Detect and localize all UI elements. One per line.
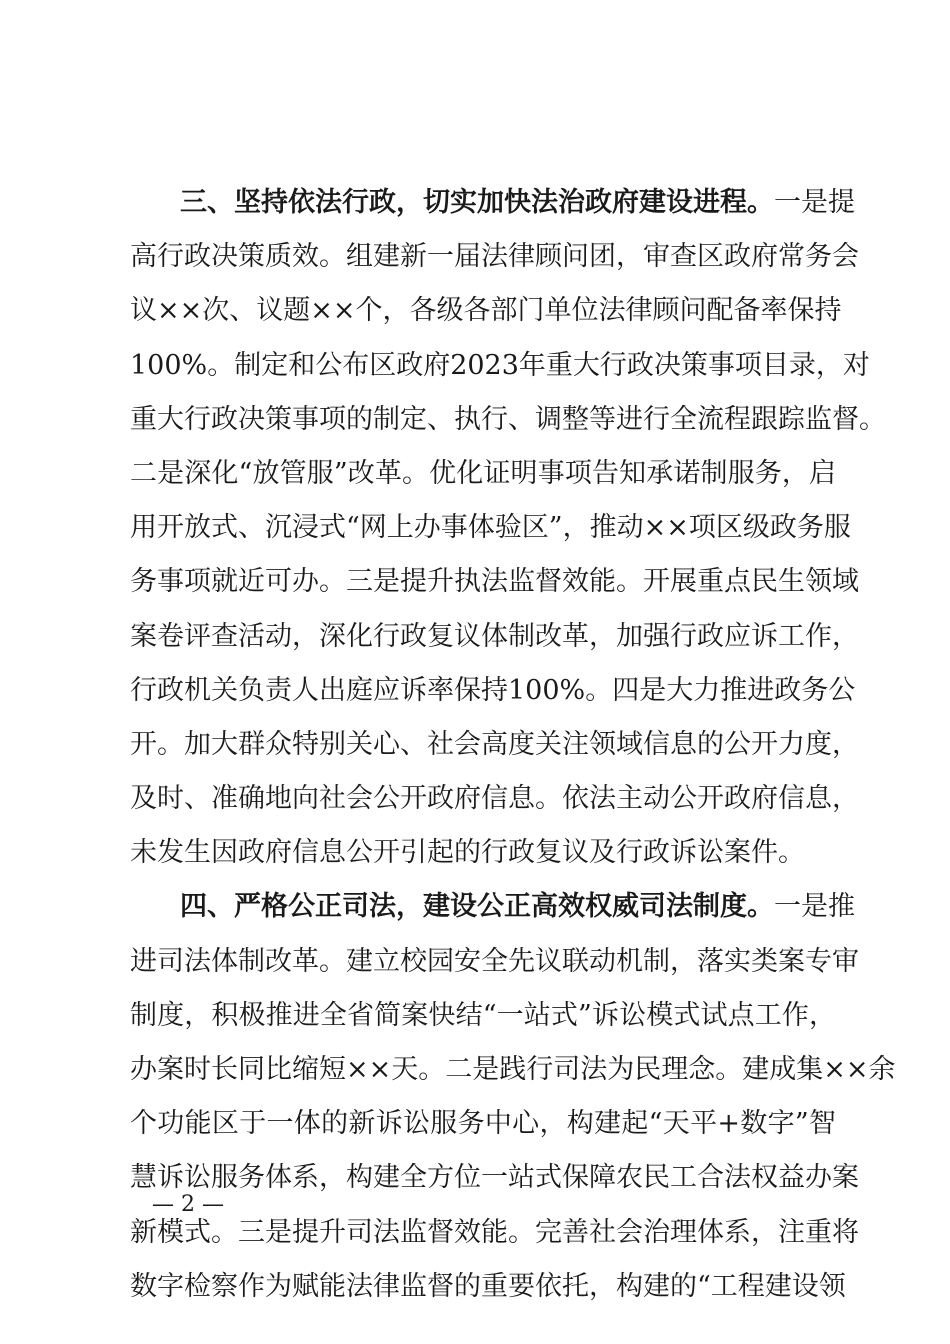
paragraph-2-line-1 [130,880,855,934]
paragraph-line: 高行政决策质效。组建新一届法律顾问团，审查区政府常务会 [130,241,859,273]
paragraph-line: 用开放式、沉浸式“网上办事体验区”，推动××项区级政务服 [130,512,851,544]
paragraph-line: 办案时长同比缩短××天。二是践行司法为民理念。建成集××余 [130,1054,896,1085]
paragraph-line: 重大行政决策事项的制定、执行、调整等进行全流程跟踪监督。 [130,403,886,435]
paragraph-line: 及时、准确地向社会公开政府信息。依法主动公开政府信息， [130,783,859,815]
paragraph-line: 新模式。三是提升司法监督效能。完善社会治理体系，注重将 [130,1216,859,1248]
paragraph-text: 一是提 [774,187,855,218]
paragraph-line: 100%。制定和公布区政府2023年重大行政决策事项目录，对 [130,349,870,381]
document-body [130,176,896,1314]
paragraph-line: 开。加大群众特别关心、社会高度关注领域信息的公开力度， [130,728,859,760]
paragraph-1-line-1 [130,176,855,230]
paragraph-line: 议××次、议题××个，各级各部门单位法律顾问配备率保持 [130,295,842,327]
page-number: — 2 — [152,1192,224,1217]
paragraph-line: 数字检察作为赋能法律监督的重要依托，构建的“工程建设领 [130,1270,846,1302]
paragraph-line: 行政机关负责人出庭应诉率保持100%。四是大力推进政务公 [130,674,856,706]
section-heading-3: 三、坚持依法行政，切实加快法治政府建设进程。 [180,187,774,218]
paragraph-line: 制度，积极推进全省简案快结“一站式”诉讼模式试点工作， [130,999,836,1031]
paragraph-line: 案卷评查活动，深化行政复议体制改革，加强行政应诉工作， [130,620,859,652]
paragraph-line: 个功能区于一体的新诉讼服务中心，构建起“天平+数字”智 [130,1108,836,1140]
paragraph-line: 慧诉讼服务体系，构建全方位一站式保障农民工合法权益办案 [130,1162,859,1194]
paragraph-line: 未发生因政府信息公开引起的行政复议及行政诉讼案件。 [130,837,805,869]
section-heading-4: 四、严格公正司法，建设公正高效权威司法制度。 [180,891,774,923]
paragraph-line: 务事项就近可办。三是提升执法监督效能。开展重点民生领域 [130,566,859,598]
paragraph-text: 一是推 [774,891,855,923]
paragraph-line: 进司法体制改革。建立校园安全先议联动机制，落实类案专审 [130,945,859,977]
paragraph-line: 二是深化“放管服”改革。优化证明事项告知承诺制服务，启 [130,457,836,489]
